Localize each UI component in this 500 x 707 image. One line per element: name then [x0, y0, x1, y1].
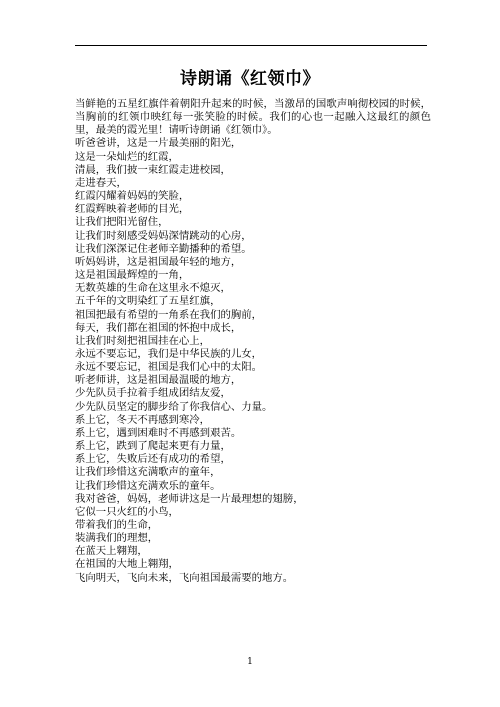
header-rule: [75, 45, 427, 46]
poem-line: 祖国把最有希望的一角系在我们的胸前，: [75, 308, 263, 321]
poem-line: 我对爸爸，妈妈，老师讲这是一片最理想的翅膀，: [75, 492, 304, 505]
poem-line: 系上它，遇到困难时不再感到艰苦。: [75, 426, 242, 439]
poem-line: 装满我们的理想，: [75, 532, 159, 545]
poem: [75, 137, 431, 584]
poem-line: 听老师讲，这是祖国最温暖的地方，: [75, 374, 242, 387]
poem-line: 听爸爸讲，这是一片最美丽的阳光，: [75, 137, 242, 150]
poem-line: 永远不要忘记，祖国是我们心中的太阳。: [75, 361, 263, 374]
poem-line: 永远不要忘记，我们是中华民族的儿女，: [75, 347, 263, 360]
poem-line: 系上它，失败后还有成功的希望，: [75, 453, 231, 466]
poem-line: 它似一只火红的小鸟，: [75, 505, 179, 518]
poem-line: 这是祖国最辉煌的一角，: [75, 269, 190, 282]
poem-line: 这是一朵灿烂的红霞，: [75, 150, 179, 163]
page-number: 1: [247, 657, 253, 667]
poem-line: 少先队员坚定的脚步给了你我信心、力量。: [75, 400, 273, 413]
poem-line: 每天，我们都在祖国的怀抱中成长，: [75, 321, 242, 334]
poem-line: 系上它，冬天不再感到寒冷，: [75, 413, 211, 426]
poem-line: 清晨，我们披一束红霞走进校园，: [75, 163, 231, 176]
poem-line: 让我们深深记住老师辛勤播种的希望。: [75, 242, 252, 255]
poem-line: 飞向明天，飞向未来，飞向祖国最需要的地方。: [75, 571, 294, 584]
poem-line: 让我们珍惜这充满欢乐的童年。: [75, 479, 221, 492]
poem-line: 走进春天，: [75, 176, 127, 189]
poem-line: 听妈妈讲，这是祖国最年轻的地方，: [75, 255, 242, 268]
document-body: [75, 98, 431, 585]
poem-line: 系上它，跌到了爬起来更有力量，: [75, 440, 231, 453]
intro-paragraph: 当鲜艳的五星红旗伴着朝阳升起来的时候，当激昂的国歌声响彻校园的时候，当胸前的红领巾映红每一张笑脸的时候。我们的心也一起融入这最红的颜色里，最美的霞光里！请听诗朗诵《红领巾》。: [75, 98, 431, 137]
poem-line: 让我们时刻把祖国挂在心上，: [75, 334, 211, 347]
poem-line: 五千年的文明染红了五星红旗，: [75, 295, 221, 308]
poem-line: 让我们珍惜这充满歌声的童年，: [75, 466, 221, 479]
poem-line: 红霞辉映着老师的目光，: [75, 203, 190, 216]
poem-line: 红霞闪耀着妈妈的笑脸，: [75, 190, 190, 203]
document-title: 诗朗诵《红领巾》: [180, 69, 320, 89]
poem-line: 让我们把阳光留住，: [75, 216, 169, 229]
poem-line: 无数英雄的生命在这里永不熄灭，: [75, 282, 231, 295]
poem-line: 少先队员手拉着手组成团结友爱，: [75, 387, 231, 400]
poem-line: 让我们时刻感受妈妈深情跳动的心房，: [75, 229, 252, 242]
poem-line: 在祖国的大地上翱翔，: [75, 558, 179, 571]
poem-line: 带着我们的生命，: [75, 519, 159, 531]
poem-line: 在蓝天上翱翔，: [75, 545, 148, 558]
